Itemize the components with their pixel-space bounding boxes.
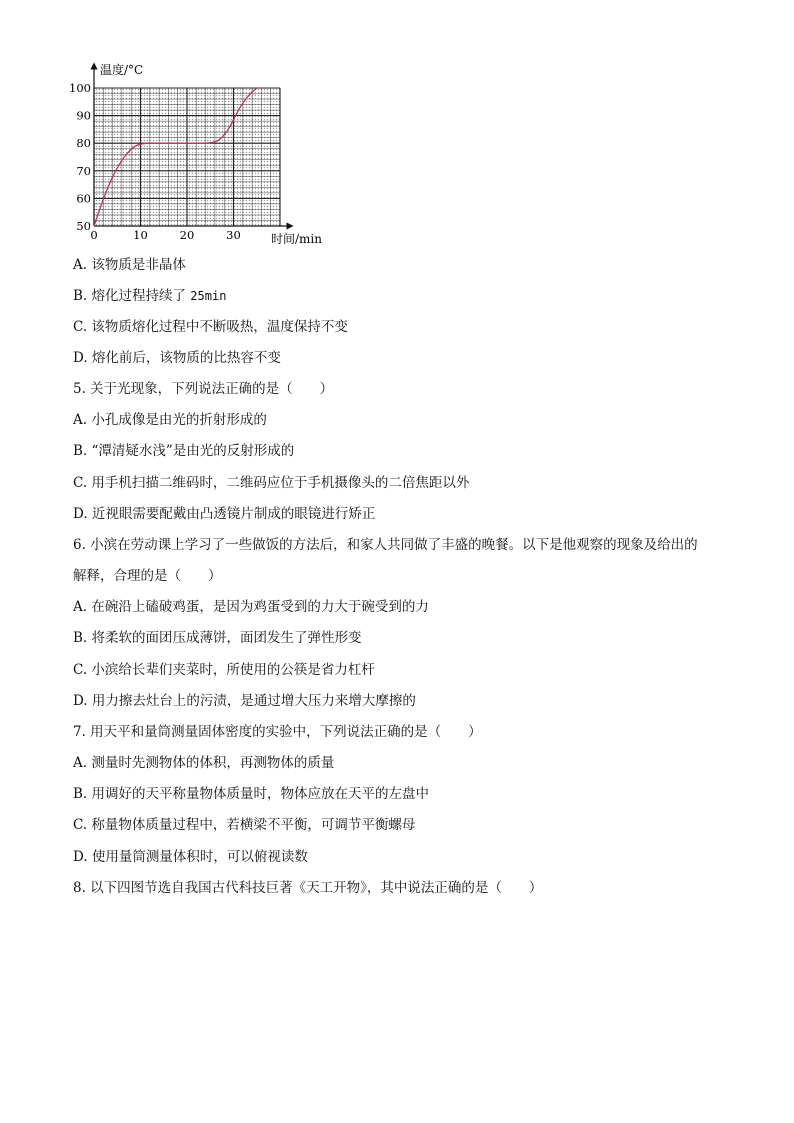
q4-option-b-text: B. 熔化过程持续了 (73, 288, 191, 304)
q6-option-c: C. 小滨给长辈们夹菜时，所使用的公筷是省力杠杆 (73, 662, 375, 678)
x-axis-label: 时间/min (271, 232, 322, 246)
q5-stem: 5. 关于光现象，下列说法正确的是（ ） (73, 381, 334, 397)
x-tick-label: 20 (179, 228, 195, 242)
y-tick-label: 100 (69, 81, 91, 95)
y-tick-label: 80 (76, 136, 91, 151)
q4-option-b (73, 287, 226, 305)
q4-option-d: D. 熔化前后，该物质的比热容不变 (73, 350, 281, 366)
q5-option-b: B. “潭清疑水浅”是由光的反射形成的 (73, 443, 295, 459)
q6-option-d: D. 用力擦去灶台上的污渍，是通过增大压力来增大摩擦的 (73, 693, 416, 709)
q6-option-a: A. 在碗沿上磕破鸡蛋，是因为鸡蛋受到的力大于碗受到的力 (73, 599, 429, 615)
x-tick-label: 0 (90, 228, 98, 242)
q5-option-a: A. 小孔成像是由光的折射形成的 (73, 412, 267, 428)
y-tick-label: 70 (76, 163, 91, 178)
grid-lines (94, 88, 280, 226)
q6-option-b: B. 将柔软的面团压成薄饼，面团发生了弹性形变 (73, 630, 362, 646)
q8-stem: 8. 以下四图节选自我国古代科技巨著《天工开物》，其中说法正确的是（ ） (73, 880, 543, 896)
q7-stem: 7. 用天平和量筒测量固体密度的实验中，下列说法正确的是（ ） (73, 724, 482, 740)
y-axis-label: 温度/°C (100, 63, 144, 77)
q6-stem-line1: 6. 小滨在劳动课上学习了一些做饭的方法后，和家人共同做了丰盛的晚餐。以下是他观察的现象及给出的 (73, 537, 698, 553)
q7-option-d: D. 使用量筒测量体积时，可以俯视读数 (73, 849, 308, 865)
q5-option-d: D. 近视眼需要配戴由凸透镜片制成的眼镜进行矫正 (73, 506, 376, 522)
q4-option-a: A. 该物质是非晶体 (73, 257, 186, 273)
q7-option-c: C. 称量物体质量过程中，若横梁不平衡，可调节平衡螺母 (73, 817, 416, 833)
temperature-time-chart (68, 58, 338, 248)
y-tick-label: 50 (76, 219, 91, 233)
x-tick-label: 30 (226, 228, 241, 242)
q5-option-c: C. 用手机扫描二维码时，二维码应位于手机摄像头的二倍焦距以外 (73, 475, 470, 491)
y-tick-label: 60 (76, 191, 91, 206)
x-tick-label: 10 (133, 228, 148, 242)
q7-option-a: A. 测量时先测物体的体积，再测物体的质量 (73, 755, 335, 771)
y-tick-label: 90 (76, 108, 91, 123)
q4-option-c: C. 该物质熔化过程中不断吸热，温度保持不变 (73, 319, 348, 335)
q4-option-b-value: 25min (190, 289, 227, 303)
q6-stem-line2: 解释，合理的是（ ） (73, 568, 222, 584)
q7-option-b: B. 用调好的天平称量物体质量时，物体应放在天平的左盘中 (73, 786, 430, 802)
